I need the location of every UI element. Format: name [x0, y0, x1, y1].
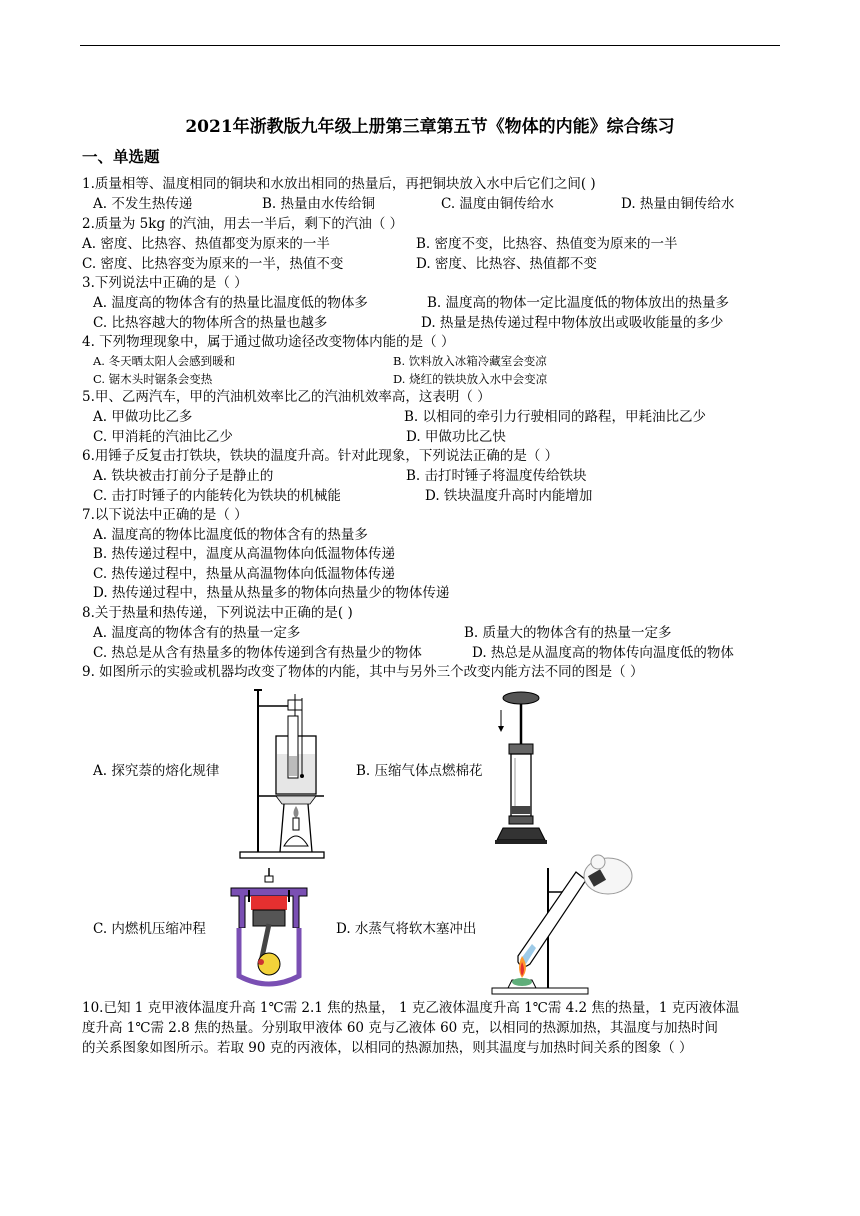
q9-option-d[interactable]: D. 水蒸气将软木塞冲出	[336, 921, 477, 937]
q4-option-b[interactable]: B. 饮料放入冰箱冷藏室会变凉	[393, 354, 547, 368]
q8-option-b[interactable]: B. 质量大的物体含有的热量一定多	[464, 625, 672, 641]
q7-stem: 7.以下说法中正确的是（ ）	[82, 507, 248, 523]
q2-option-d[interactable]: D. 密度、比热容、热值都不变	[416, 256, 597, 272]
page-title: 2021年浙教版九年级上册第三章第五节《物体的内能》综合练习	[185, 117, 675, 137]
q2-option-c[interactable]: C. 密度、比热容变为原来的一半，热值不变	[82, 256, 344, 272]
q7-option-a[interactable]: A. 温度高的物体比温度低的物体含有的热量多	[93, 527, 368, 543]
q5-option-c[interactable]: C. 甲消耗的汽油比乙少	[93, 429, 233, 445]
q9-option-b[interactable]: B. 压缩气体点燃棉花	[356, 763, 483, 779]
q9-option-c[interactable]: C. 内燃机压缩冲程	[93, 921, 206, 937]
figure-d-steam-cork-icon	[488, 852, 636, 996]
q8-option-d[interactable]: D. 热总是从温度高的物体传向温度低的物体	[472, 645, 734, 661]
section-heading: 一、单选题	[82, 147, 160, 166]
q8-option-c[interactable]: C. 热总是从含有热量多的物体传递到含有热量少的物体	[93, 645, 422, 661]
q4-option-d[interactable]: D. 烧红的铁块放入水中会变凉	[393, 372, 548, 386]
q8-option-a[interactable]: A. 温度高的物体含有的热量一定多	[93, 625, 301, 641]
q9-option-a[interactable]: A. 探究萘的熔化规律	[93, 763, 220, 779]
q1-stem: 1.质量相等、温度相同的铜块和水放出相同的热量后，再把铜块放入水中后它们之间( )	[82, 176, 596, 192]
q8-stem: 8.关于热量和热传递，下列说法中正确的是( )	[82, 605, 353, 621]
q6-option-a[interactable]: A. 铁块被击打前分子是静止的	[93, 468, 274, 484]
q3-option-c[interactable]: C. 比热容越大的物体所含的热量也越多	[93, 315, 328, 331]
q4-option-c[interactable]: C. 锯木头时锯条会变热	[93, 372, 213, 386]
q1-option-b[interactable]: B. 热量由水传给铜	[262, 196, 376, 212]
q2-option-b[interactable]: B. 密度不变，比热容、热值变为原来的一半	[416, 236, 678, 252]
q5-option-d[interactable]: D. 甲做功比乙快	[406, 429, 506, 445]
q5-option-a[interactable]: A. 甲做功比乙多	[93, 409, 193, 425]
header-rule	[80, 45, 780, 46]
q3-option-d[interactable]: D. 热量是热传递过程中物体放出或吸收能量的多少	[421, 315, 724, 331]
q6-stem: 6.用锤子反复击打铁块，铁块的温度升高。针对此现象，下列说法正确的是（ ）	[82, 448, 559, 464]
q1-option-a[interactable]: A. 不发生热传递	[93, 196, 193, 212]
figure-b-fire-syringe-icon	[493, 688, 549, 846]
q10-line-3: 的关系图象如图所示。若取 90 克的丙液体，以相同的热源加热，则其温度与加热时间关系的图象（ ）	[82, 1040, 693, 1056]
q2-stem: 2.质量为 5kg 的汽油，用去一半后，剩下的汽油（ ）	[82, 216, 404, 232]
q5-stem: 5.甲、乙两汽车，甲的汽油机效率比乙的汽油机效率高，这表明（ ）	[82, 389, 491, 405]
q1-option-c[interactable]: C. 温度由铜传给水	[441, 196, 554, 212]
q3-stem: 3.下列说法中正确的是（ ）	[82, 275, 248, 291]
q4-option-a[interactable]: A. 冬天晒太阳人会感到暖和	[93, 354, 236, 368]
q6-option-d[interactable]: D. 铁块温度升高时内能增加	[425, 488, 593, 504]
q5-option-b[interactable]: B. 以相同的牵引力行驶相同的路程，甲耗油比乙少	[404, 409, 707, 425]
q2-option-a[interactable]: A. 密度、比热容、热值都变为原来的一半	[82, 236, 330, 252]
figure-c-engine-icon	[225, 866, 315, 992]
q4-stem: 4. 下列物理现象中，属于通过做功途径改变物体内能的是（ ）	[82, 334, 455, 350]
q6-option-b[interactable]: B. 击打时锤子将温度传给铁块	[406, 468, 587, 484]
q6-option-c[interactable]: C. 击打时锤子的内能转化为铁块的机械能	[93, 488, 341, 504]
figure-a-melting-apparatus-icon	[236, 686, 328, 860]
q7-option-b[interactable]: B. 热传递过程中，温度从高温物体向低温物体传递	[93, 546, 396, 562]
q10-line-1: 10.已知 1 克甲液体温度升高 1℃需 2.1 焦的热量， 1 克乙液体温度升高 1℃需 4.2 焦的热量，1 克丙液体温	[82, 1000, 740, 1016]
q9-stem: 9. 如图所示的实验或机器均改变了物体的内能，其中与另外三个改变内能方法不同的图是（ ）	[82, 664, 644, 680]
q7-option-d[interactable]: D. 热传递过程中，热量从热量多的物体向热量少的物体传递	[93, 585, 450, 601]
q1-option-d[interactable]: D. 热量由铜传给水	[621, 196, 735, 212]
q3-option-a[interactable]: A. 温度高的物体含有的热量比温度低的物体多	[93, 295, 368, 311]
q10-line-2: 度升高 1℃需 2.8 焦的热量。分别取甲液体 60 克与乙液体 60 克，以相同的热源加热，其温度与加热时间	[82, 1020, 719, 1036]
q7-option-c[interactable]: C. 热传递过程中，热量从高温物体向低温物体传递	[93, 566, 395, 582]
q3-option-b[interactable]: B. 温度高的物体一定比温度低的物体放出的热量多	[427, 295, 730, 311]
